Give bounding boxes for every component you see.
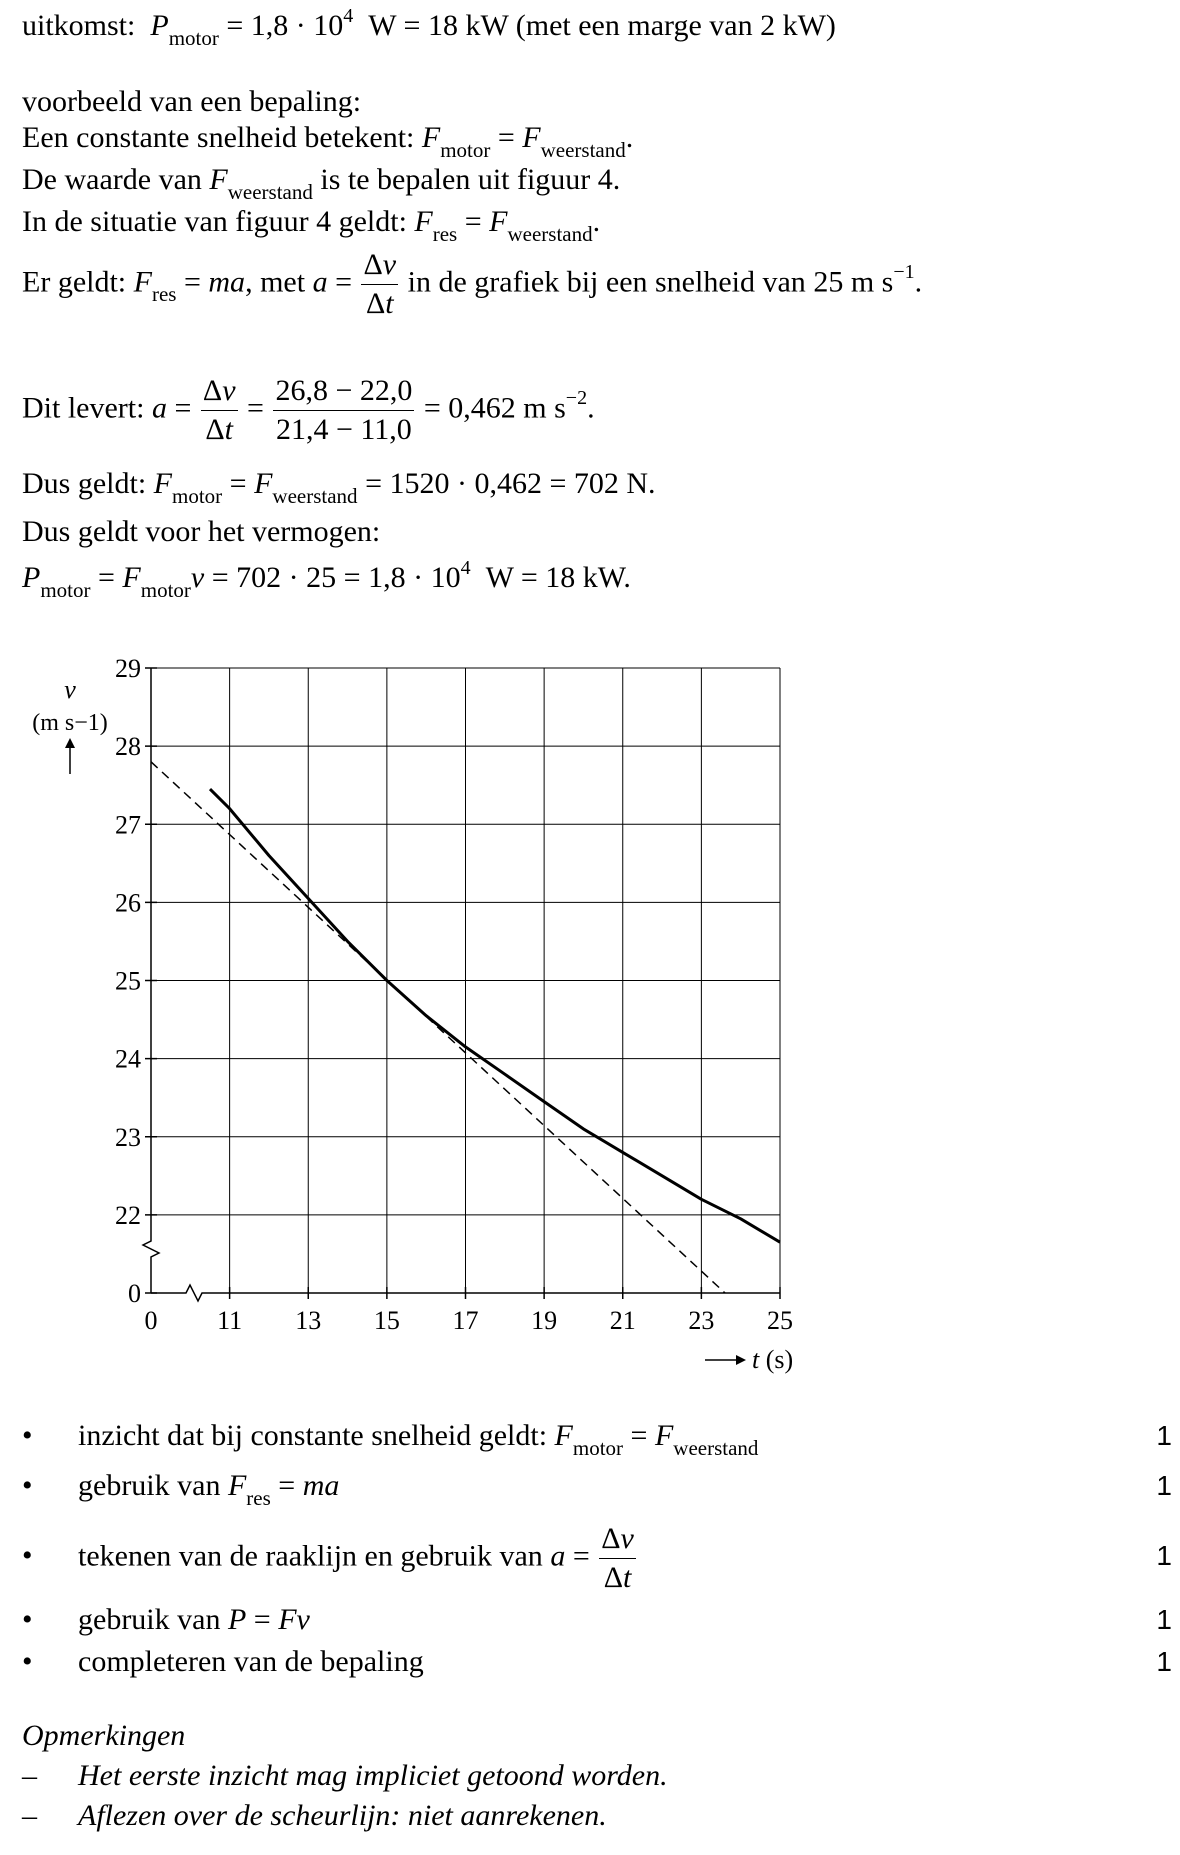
opmerkingen-title: Opmerkingen (22, 1719, 186, 1752)
criterion-4-points: 1 (1156, 1604, 1172, 1635)
criterion-2: • gebruik van $F_{res}$ = ma (22, 1469, 340, 1510)
line-vermogen-heading: Dus geldt voor het vermogen: (22, 515, 381, 548)
line-waarde-weerstand: De waarde van $F_{weerstand}$ is te bepalen uit figuur 4. (22, 163, 621, 204)
line-dus-geldt: Dus geldt: $F_{motor} = F_{weerstand} = 1520 \cdot 0,462 = 702$ N. (22, 467, 656, 508)
criterion-3-points: 1 (1156, 1540, 1172, 1571)
line-dit-levert: Dit levert: a = $\frac{\Delta v}{\Delta t}$ = $\frac{26,8 - 22,0}{21,4 - 11,0}$ = 0,462 m $s^{-2}$. (22, 374, 595, 446)
x-tick-label: 11 (217, 1306, 243, 1335)
x-tick-label: 23 (688, 1306, 715, 1335)
y-axis-arrowhead (65, 738, 75, 748)
y-tick-label: 22 (115, 1200, 141, 1230)
x-tick-label: 19 (531, 1306, 558, 1335)
criterion-3: • tekenen van de raaklijn en gebruik van a = $\frac{\Delta v}{\Delta t}$ (22, 1522, 634, 1594)
uitkomst-label: uitkomst: (22, 9, 136, 42)
criterion-5: • completeren van de bepaling (22, 1645, 424, 1678)
x-tick-label: 0 (144, 1306, 158, 1335)
criterion-1-points: 1 (1156, 1420, 1172, 1451)
line-situatie: In de situatie van figuur 4 geldt: $F_{res} = F_{weerstand}$. (22, 205, 601, 246)
line-constante-snelheid: Een constante snelheid betekent: $F_{motor} = F_{weerstand}$. (22, 121, 634, 162)
x-tick-label: 17 (452, 1306, 479, 1335)
x-tick-label: 15 (373, 1306, 400, 1335)
y-tick-label: 29 (115, 654, 141, 683)
criterion-2-points: 1 (1156, 1470, 1172, 1501)
opmerking-2: – Aflezen over de scheurlijn: niet aanrekenen. (22, 1799, 607, 1832)
uitkomst-tail: (met een marge van 2 kW) (515, 9, 836, 42)
line-er-geldt: Er geldt: $F_{res}$ = ma, met a = $\frac{\Delta v}{\Delta t}$ in de grafiek bij een snelheid van 25 m $s^{-1}$. (22, 248, 923, 320)
criterion-1: • inzicht dat bij constante snelheid geldt: $F_{motor} = F_{weerstand}$ (22, 1419, 759, 1460)
criterion-4: • gebruik van P = Fv (22, 1603, 310, 1636)
x-axis-arrowhead (736, 1355, 746, 1365)
criterion-5-points: 1 (1156, 1646, 1172, 1677)
x-tick-label: 13 (295, 1306, 322, 1335)
line-vermogen: $P_{motor} = F_{motor}v = 702 \cdot 25 = 1,8 \cdot 10^4$ W = 18 kW. (22, 557, 631, 602)
velocity-time-chart (0, 640, 1180, 1380)
y-tick-label: 26 (115, 888, 141, 918)
voorbeeld-heading: voorbeeld van een bepaling: (22, 85, 362, 118)
y-axis-unit: (m s−1) (32, 710, 108, 736)
tangent-line (151, 762, 725, 1293)
y-axis-label: v (64, 675, 76, 704)
y-tick-label: 0 (128, 1279, 141, 1308)
opmerking-1: – Het eerste inzicht mag impliciet getoond worden. (22, 1759, 668, 1792)
velocity-curve (210, 789, 780, 1242)
y-tick-label: 23 (115, 1122, 141, 1152)
uitkomst-line: uitkomst: $P_{motor} = 1,8 \cdot 10^4$ W = 18 kW (met een marge van 2 kW) (22, 5, 836, 50)
x-tick-label: 25 (767, 1306, 793, 1335)
x-axis-label: t (s) (752, 1345, 794, 1374)
y-tick-label: 27 (115, 810, 141, 840)
y-tick-label: 28 (115, 732, 141, 762)
y-tick-label: 24 (115, 1044, 141, 1074)
x-tick-label: 21 (609, 1306, 636, 1335)
y-tick-label: 25 (115, 966, 141, 996)
